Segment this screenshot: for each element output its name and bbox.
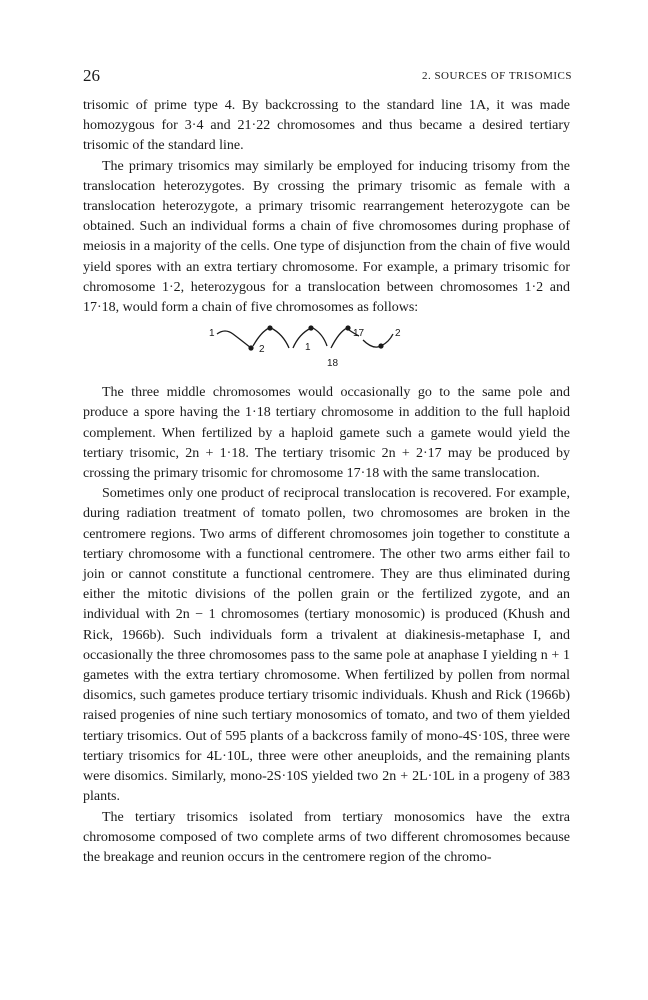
centromere-dot-4: [345, 326, 350, 331]
chromosome-segment-1: [217, 331, 251, 348]
centromere-dot-5: [378, 344, 383, 349]
figure-label-17: 17: [353, 328, 365, 340]
figure-label-18: 18: [327, 358, 339, 370]
page-number: 26: [83, 66, 100, 85]
chromosome-chain-figure: [83, 326, 570, 376]
paragraph-1: trisomic of prime type 4. By backcrossing to the standard line 1A, it was made homozygous for 3·4 and 21·22 chromosomes and thus became a desired tertiary trisomic of the standard line.: [83, 98, 570, 154]
figure-label-2-right: 2: [395, 328, 401, 340]
paragraph-3: The three middle chromosomes would occasionally go to the same pole and produce a spore having the 1·18 tertiary chromosome in addition to the full haploid complement. When fertilized by a haploid gamete such a gamete would yield the tertiary trisomic, 2n + 1·18. The tertiary trisomic 2n + 2·17 may be produced by crossing the primary trisomic for chromosome 17·18 with the same translocation.: [83, 385, 570, 482]
figure-label-1-left: 1: [209, 328, 215, 340]
figure-label-2-first: 2: [259, 344, 265, 356]
chromosome-chain-diagram: [203, 326, 403, 376]
running-head: 2. SOURCES OF TRISOMICS: [421, 70, 572, 82]
paragraph-4: Sometimes only one product of reciprocal translocation is recovered. For example, during radiation treatment of tomato pollen, two chromosomes are broken in the centromere regions. Two arms of different chromosomes join together to constitute a tertiary chromosome with a functional centromere. The other two arms either fail to join or cannot constitute a functional centromere. They are thus eliminated during either the mitotic divisions of the pollen grain or the fertilized zygote, and an individual with 2n − 1 chromosomes (tertiary monosomic) is produced (Khush and Rick, 1966b). Such individuals form a trivalent at diakinesis-metaphase I, and occasionally the three chromosomes pass to the same pole at anaphase I yielding n + 1 gametes with the extra tertiary chromosome. When fertilized by pollen from normal disomics, such gametes produce tertiary trisomic individuals. Khush and Rick (1966b) raised progenies of nine such tertiary monosomics of tomato, and two of them yielded tertiary trisomics. Out of 595 plants of a backcross family of mono-4S·10S, three were tertiary trisomics for 4L·10L, three were other aneuploids, and the remaining plants were disomics. Similarly, mono-2S·10S yielded two 2n + 2L·10L in a progeny of 383 plants.: [83, 486, 570, 805]
centromere-dot-2: [267, 326, 272, 331]
chromosome-segment-5: [363, 334, 393, 347]
body-text: [83, 96, 570, 868]
figure-label-1-middle: 1: [305, 342, 311, 354]
centromere-dot-3: [308, 326, 313, 331]
paragraph-2: The primary trisomics may similarly be employed for inducing trisomy from the translocation heterozygotes. By crossing the primary trisomic as female with a translocation heterozygote, a primary trisomic rearrangement heterozygote can be obtained. Such an individual forms a chain of five chromosomes during prophase of meiosis in a majority of the cells. One type of disjunction from the chain of five would yield spores with an extra tertiary chromosome. For example, a primary trisomic for chromosome 1·2, heterozygous for a translocation between chromosomes 1·2 and 17·18, would form a chain of five chromosomes as follows:: [83, 158, 570, 316]
centromere-dot-1: [248, 346, 253, 351]
paragraph-5: The tertiary trisomics isolated from tertiary monosomics have the extra chromosome composed of two complete arms of two different chromosomes because the breakage and reunion occurs in the centromere region of the chromo-: [83, 809, 570, 865]
